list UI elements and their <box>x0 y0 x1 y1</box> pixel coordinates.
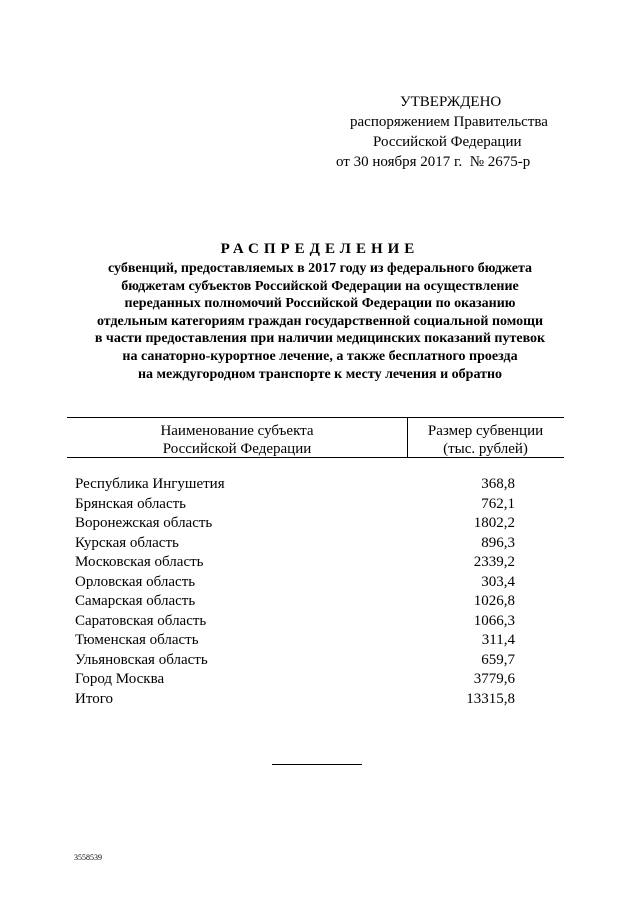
column-header-subject-line: Российской Федерации <box>162 441 312 457</box>
subvention-amount: 1026,8 <box>473 593 515 609</box>
subtitle-line: бюджетам субъектов Российской Федерации на осуществление <box>121 278 519 294</box>
subvention-amount: 303,4 <box>481 573 515 590</box>
closing-rule <box>272 764 362 765</box>
table-row <box>75 553 515 573</box>
subject-name: Самарская область <box>75 593 196 609</box>
total-label: Итого <box>75 690 113 707</box>
approval-line-1: распоряжением Правительства <box>350 114 548 130</box>
subtitle-line: в части предоставления при наличии медицинских показаний путевок <box>94 331 546 347</box>
subject-name: Ульяновская область <box>75 651 208 668</box>
subvention-amount: 762,1 <box>481 495 515 512</box>
subvention-amount: 311,4 <box>481 632 515 648</box>
approval-line-2: Российской Федерации <box>373 134 522 150</box>
subvention-amount: 1066,3 <box>473 612 515 629</box>
table-row <box>75 534 515 554</box>
total-amount: 13315,8 <box>466 690 515 707</box>
column-header-amount <box>407 422 564 458</box>
table-row <box>75 495 515 515</box>
table-row <box>75 670 515 690</box>
subtitle-line: переданных полномочий Российской Федерации по оказанию <box>124 296 516 312</box>
document-id: 3558539 <box>74 853 102 862</box>
table-row <box>75 514 515 534</box>
subvention-amount: 659,7 <box>481 651 515 668</box>
document-title: РАСПРЕДЕЛЕНИЕ <box>220 241 420 257</box>
table-row-total <box>75 690 515 710</box>
column-header-amount-line: (тыс. рублей) <box>443 441 528 457</box>
column-header-amount-line: Размер субвенции <box>427 423 544 439</box>
table-row <box>75 651 515 671</box>
table-row <box>75 612 515 632</box>
subject-name: Республика Ингушетия <box>75 476 225 492</box>
subject-name: Тюменская область <box>75 632 199 648</box>
column-header-subject <box>67 422 407 458</box>
subtitle-line: на междугородном транспорте к месту лечения и обратно <box>137 366 503 382</box>
approval-line-3: от 30 ноября 2017 г. № 2675-р <box>336 154 531 170</box>
table-row <box>75 475 515 495</box>
table-row <box>75 592 515 612</box>
subject-name: Воронежская область <box>75 515 213 531</box>
subvention-amount: 3779,6 <box>473 671 515 687</box>
document-heading <box>60 238 580 383</box>
subtitle-line: субвенций, предоставляемых в 2017 году из федерального бюджета <box>108 261 532 276</box>
subject-name: Брянская область <box>75 495 187 512</box>
subject-name: Саратовская область <box>75 612 207 629</box>
column-header-subject-line: Наименование субъекта <box>160 423 314 439</box>
subvention-amount: 1802,2 <box>473 515 515 531</box>
subvention-amount: 2339,2 <box>473 554 515 570</box>
table-top-rule <box>67 417 564 418</box>
subvention-amount: 896,3 <box>481 534 515 551</box>
approval-title: УТВЕРЖДЕНО <box>400 94 502 110</box>
table-row <box>75 631 515 651</box>
approval-stamp <box>330 92 590 172</box>
subject-name: Курская область <box>75 534 179 551</box>
subject-name: Город Москва <box>75 671 165 687</box>
table-body <box>75 475 515 709</box>
subject-name: Орловская область <box>75 573 196 590</box>
subject-name: Московская область <box>75 554 204 570</box>
table-row <box>75 573 515 593</box>
subvention-amount: 368,8 <box>481 476 515 492</box>
subtitle-line: отдельным категориям граждан государственной социальной помощи <box>96 313 544 329</box>
subtitle-line: на санаторно-курортное лечение, а также бесплатного проезда <box>122 348 518 364</box>
